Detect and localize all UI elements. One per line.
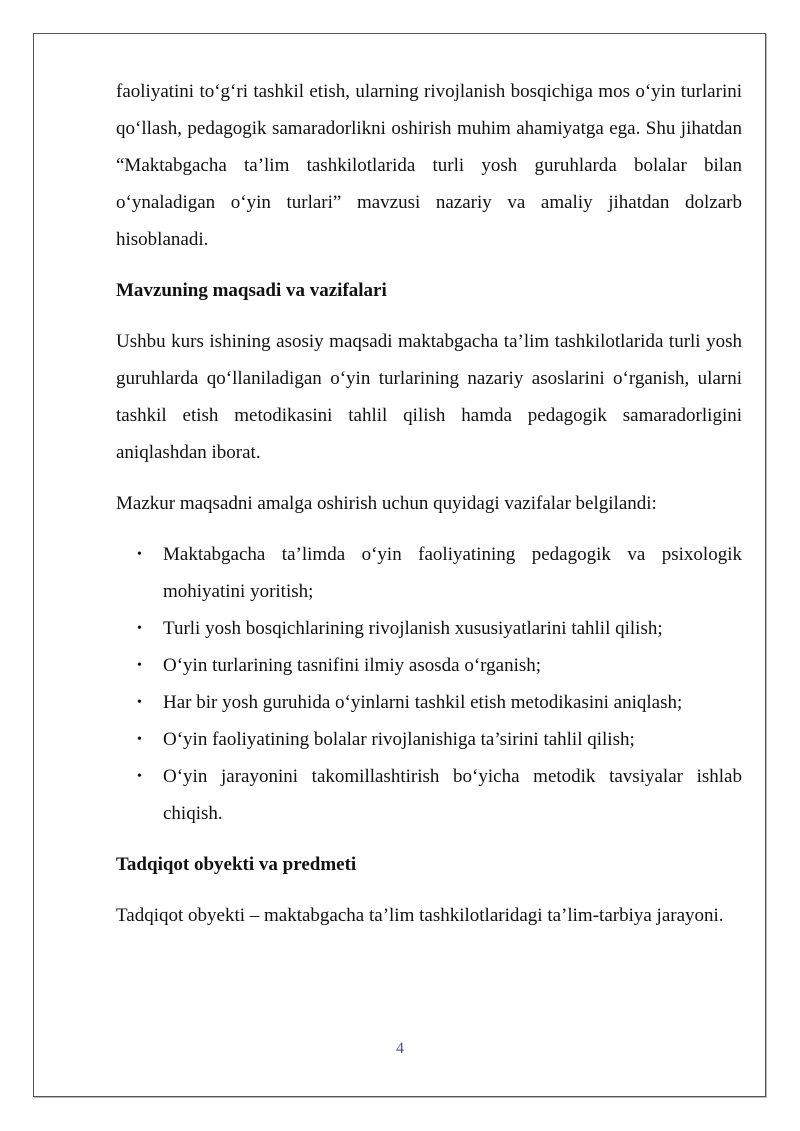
section-heading-object: Tadqiqot obyekti va predmeti (116, 854, 357, 875)
bullet-icon: • (137, 621, 142, 636)
list-item-text: Har bir yosh guruhida o‘yinlarni tashkil etish metodikasini aniqlash; (163, 692, 683, 713)
tasks-list (116, 536, 742, 832)
list-item (116, 647, 742, 684)
list-item-text: Maktabgacha ta’limda o‘yin faoliyatining pedagogik va psixologik mohiyatini yoritish; (163, 544, 742, 602)
bullet-icon: • (137, 732, 142, 747)
page-content (116, 73, 742, 948)
bullet-icon: • (137, 695, 142, 710)
list-item (116, 536, 742, 610)
tasks-intro: Mazkur maqsadni amalga oshirish uchun quyidagi vazifalar belgilandi: (116, 493, 657, 514)
list-item (116, 758, 742, 832)
list-item-text: O‘yin turlarining tasnifini ilmiy asosda o‘rganish; (163, 655, 542, 676)
page-number: 4 (396, 1040, 404, 1057)
list-item-text: O‘yin jarayonini takomillashtirish bo‘yicha metodik tavsiyalar ishlab chiqish. (163, 766, 742, 824)
object-paragraph: Tadqiqot obyekti – maktabgacha ta’lim tashkilotlaridagi ta’lim-tarbiya jarayoni. (116, 905, 724, 926)
goals-paragraph: Ushbu kurs ishining asosiy maqsadi maktabgacha ta’lim tashkilotlarida turli yosh guruhlarda qo‘llaniladigan o‘yin turlarining nazariy asoslarini o‘rganish, ularni tashkil etish metodikasini tahlil qilish hamda pedagogik samaradorligini aniqlashdan iborat. (116, 331, 742, 463)
list-item (116, 610, 742, 647)
section-heading-goals: Mavzuning maqsadi va vazifalari (116, 280, 387, 301)
list-item (116, 684, 742, 721)
intro-paragraph: faoliyatini to‘g‘ri tashkil etish, ularning rivojlanish bosqichiga mos o‘yin turlarini qo‘llash, pedagogik samaradorlikni oshirish muhim ahamiyatga ega. Shu jihatdan “Maktabgacha ta’lim tashkilotlarida turli yosh guruhlarda bolalar bilan o‘ynaladigan o‘yin turlari” mavzusi nazariy va amaliy jihatdan dolzarb hisoblanadi. (116, 81, 742, 250)
bullet-icon: • (137, 769, 142, 784)
list-item (116, 721, 742, 758)
bullet-icon: • (137, 547, 142, 562)
list-item-text: Turli yosh bosqichlarining rivojlanish xususiyatlarini tahlil qilish; (163, 618, 663, 639)
list-item-text: O‘yin faoliyatining bolalar rivojlanishiga ta’sirini tahlil qilish; (163, 729, 635, 750)
bullet-icon: • (137, 658, 142, 673)
